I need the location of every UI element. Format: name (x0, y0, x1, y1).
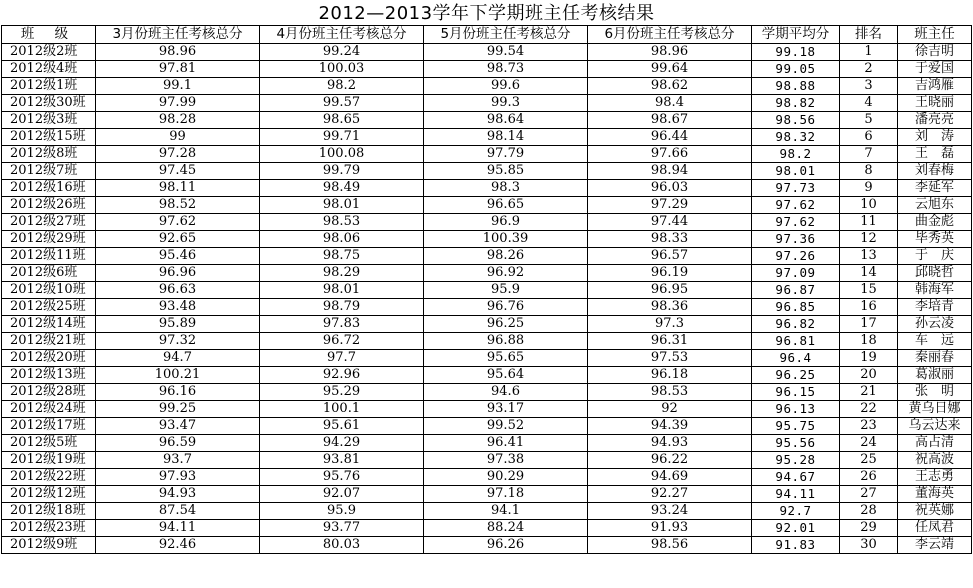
cell-march-score[interactable]: 97.99 (96, 95, 260, 112)
cell-teacher[interactable]: 任凤君 (898, 520, 972, 537)
cell-april-score[interactable]: 98.53 (260, 214, 424, 231)
cell-average[interactable]: 98.01 (752, 163, 840, 180)
table-row (2, 78, 972, 95)
cell-may-score[interactable]: 96.65 (424, 197, 588, 214)
cell-class[interactable]: 2012级29班 (2, 231, 96, 248)
cell-class[interactable]: 2012级25班 (2, 299, 96, 316)
cell-may-score[interactable]: 99.52 (424, 418, 588, 435)
table-row (2, 129, 972, 146)
header-row (2, 26, 972, 44)
cell-march-score[interactable]: 98.52 (96, 197, 260, 214)
cell-class[interactable]: 2012级11班 (2, 248, 96, 265)
cell-april-score[interactable]: 98.06 (260, 231, 424, 248)
cell-april-score[interactable]: 98.75 (260, 248, 424, 265)
cell-class[interactable]: 2012级16班 (2, 180, 96, 197)
cell-teacher[interactable]: 李培青 (898, 299, 972, 316)
header-avg[interactable]: 学期平均分 (752, 26, 840, 44)
cell-march-score[interactable]: 97.81 (96, 61, 260, 78)
cell-rank[interactable]: 18 (840, 333, 898, 350)
cell-april-score[interactable]: 95.61 (260, 418, 424, 435)
cell-average[interactable]: 94.67 (752, 469, 840, 486)
cell-class[interactable]: 2012级12班 (2, 486, 96, 503)
cell-june-score[interactable]: 96.31 (588, 333, 752, 350)
cell-march-score[interactable]: 94.11 (96, 520, 260, 537)
cell-teacher[interactable]: 韩海军 (898, 282, 972, 299)
cell-average[interactable]: 94.11 (752, 486, 840, 503)
cell-june-score[interactable]: 97.53 (588, 350, 752, 367)
header-march[interactable]: 3月份班主任考核总分 (96, 26, 260, 44)
cell-class[interactable]: 2012级8班 (2, 146, 96, 163)
cell-average[interactable]: 92.01 (752, 520, 840, 537)
cell-march-score[interactable]: 98.96 (96, 44, 260, 61)
cell-june-score[interactable]: 96.03 (588, 180, 752, 197)
cell-march-score[interactable]: 95.46 (96, 248, 260, 265)
cell-average[interactable]: 97.73 (752, 180, 840, 197)
cell-june-score[interactable]: 96.95 (588, 282, 752, 299)
cell-may-score[interactable]: 97.38 (424, 452, 588, 469)
cell-march-score[interactable]: 96.59 (96, 435, 260, 452)
cell-june-score[interactable]: 98.36 (588, 299, 752, 316)
cell-april-score[interactable]: 95.29 (260, 384, 424, 401)
cell-rank[interactable]: 25 (840, 452, 898, 469)
cell-march-score[interactable]: 94.7 (96, 350, 260, 367)
cell-april-score[interactable]: 97.7 (260, 350, 424, 367)
cell-class[interactable]: 2012级15班 (2, 129, 96, 146)
cell-class[interactable]: 2012级19班 (2, 452, 96, 469)
cell-june-score[interactable]: 96.18 (588, 367, 752, 384)
cell-april-score[interactable]: 99.24 (260, 44, 424, 61)
table-row (2, 197, 972, 214)
cell-march-score[interactable]: 98.28 (96, 112, 260, 129)
table-row (2, 350, 972, 367)
header-rank[interactable]: 排名 (840, 26, 898, 44)
cell-may-score[interactable]: 96.76 (424, 299, 588, 316)
cell-teacher[interactable]: 葛淑丽 (898, 367, 972, 384)
cell-average[interactable]: 97.62 (752, 214, 840, 231)
cell-average[interactable]: 95.56 (752, 435, 840, 452)
cell-june-score[interactable]: 97.44 (588, 214, 752, 231)
cell-teacher[interactable]: 董海英 (898, 486, 972, 503)
cell-teacher[interactable]: 祝高波 (898, 452, 972, 469)
cell-june-score[interactable]: 91.93 (588, 520, 752, 537)
cell-june-score[interactable]: 92 (588, 401, 752, 418)
table-row (2, 231, 972, 248)
cell-june-score[interactable]: 98.53 (588, 384, 752, 401)
cell-average[interactable]: 95.28 (752, 452, 840, 469)
cell-june-score[interactable]: 98.62 (588, 78, 752, 95)
cell-june-score[interactable]: 96.22 (588, 452, 752, 469)
cell-class[interactable]: 2012级17班 (2, 418, 96, 435)
cell-may-score[interactable]: 99.54 (424, 44, 588, 61)
cell-april-score[interactable]: 98.79 (260, 299, 424, 316)
cell-class[interactable]: 2012级27班 (2, 214, 96, 231)
cell-average[interactable]: 96.15 (752, 384, 840, 401)
cell-average[interactable]: 96.87 (752, 282, 840, 299)
cell-class[interactable]: 2012级23班 (2, 520, 96, 537)
cell-average[interactable]: 98.88 (752, 78, 840, 95)
table-row (2, 282, 972, 299)
table-row (2, 180, 972, 197)
cell-average[interactable]: 99.05 (752, 61, 840, 78)
cell-june-score[interactable]: 94.39 (588, 418, 752, 435)
table-row (2, 435, 972, 452)
table-row (2, 265, 972, 282)
cell-class[interactable]: 2012级3班 (2, 112, 96, 129)
cell-rank[interactable]: 22 (840, 401, 898, 418)
cell-class[interactable]: 2012级4班 (2, 61, 96, 78)
cell-average[interactable]: 95.75 (752, 418, 840, 435)
cell-class[interactable]: 2012级10班 (2, 282, 96, 299)
cell-teacher[interactable]: 李云靖 (898, 537, 972, 554)
cell-average[interactable]: 92.7 (752, 503, 840, 520)
cell-rank[interactable]: 23 (840, 418, 898, 435)
cell-may-score[interactable]: 96.26 (424, 537, 588, 554)
cell-june-score[interactable]: 98.67 (588, 112, 752, 129)
cell-rank[interactable]: 17 (840, 316, 898, 333)
cell-march-score[interactable]: 99 (96, 129, 260, 146)
cell-april-score[interactable]: 100.1 (260, 401, 424, 418)
cell-rank[interactable]: 26 (840, 469, 898, 486)
cell-may-score[interactable]: 95.65 (424, 350, 588, 367)
cell-april-score[interactable]: 92.96 (260, 367, 424, 384)
cell-teacher[interactable]: 于 庆 (898, 248, 972, 265)
cell-rank[interactable]: 8 (840, 163, 898, 180)
cell-rank[interactable]: 15 (840, 282, 898, 299)
cell-rank[interactable]: 2 (840, 61, 898, 78)
cell-april-score[interactable]: 100.03 (260, 61, 424, 78)
cell-may-score[interactable]: 95.64 (424, 367, 588, 384)
cell-march-score[interactable]: 95.89 (96, 316, 260, 333)
cell-june-score[interactable]: 99.64 (588, 61, 752, 78)
cell-teacher[interactable]: 徐吉明 (898, 44, 972, 61)
cell-march-score[interactable]: 92.65 (96, 231, 260, 248)
cell-march-score[interactable]: 93.48 (96, 299, 260, 316)
table-row (2, 44, 972, 61)
cell-april-score[interactable]: 95.9 (260, 503, 424, 520)
table-row (2, 95, 972, 112)
cell-may-score[interactable]: 98.3 (424, 180, 588, 197)
cell-class[interactable]: 2012级6班 (2, 265, 96, 282)
cell-may-score[interactable]: 96.88 (424, 333, 588, 350)
cell-class[interactable]: 2012级28班 (2, 384, 96, 401)
cell-april-score[interactable]: 98.29 (260, 265, 424, 282)
results-table (1, 25, 972, 554)
cell-class[interactable]: 2012级20班 (2, 350, 96, 367)
cell-rank[interactable]: 5 (840, 112, 898, 129)
cell-teacher[interactable]: 王晓丽 (898, 95, 972, 112)
cell-teacher[interactable]: 乌云达来 (898, 418, 972, 435)
cell-teacher[interactable]: 李延军 (898, 180, 972, 197)
table-row (2, 146, 972, 163)
cell-june-score[interactable]: 92.27 (588, 486, 752, 503)
table-row (2, 248, 972, 265)
cell-teacher[interactable]: 邱晓哲 (898, 265, 972, 282)
cell-may-score[interactable]: 98.14 (424, 129, 588, 146)
cell-may-score[interactable]: 98.26 (424, 248, 588, 265)
table-row (2, 299, 972, 316)
cell-class[interactable]: 2012级24班 (2, 401, 96, 418)
cell-teacher[interactable]: 刘春梅 (898, 163, 972, 180)
cell-rank[interactable]: 9 (840, 180, 898, 197)
cell-teacher[interactable]: 王志勇 (898, 469, 972, 486)
cell-june-score[interactable]: 96.19 (588, 265, 752, 282)
cell-march-score[interactable]: 96.96 (96, 265, 260, 282)
table-row (2, 469, 972, 486)
table-row (2, 537, 972, 554)
cell-may-score[interactable]: 94.1 (424, 503, 588, 520)
cell-rank[interactable]: 24 (840, 435, 898, 452)
cell-march-score[interactable]: 100.21 (96, 367, 260, 384)
cell-june-score[interactable]: 98.4 (588, 95, 752, 112)
cell-april-score[interactable]: 100.08 (260, 146, 424, 163)
cell-june-score[interactable]: 98.96 (588, 44, 752, 61)
cell-april-score[interactable]: 97.83 (260, 316, 424, 333)
cell-may-score[interactable]: 97.79 (424, 146, 588, 163)
cell-average[interactable]: 97.26 (752, 248, 840, 265)
cell-june-score[interactable]: 94.69 (588, 469, 752, 486)
cell-rank[interactable]: 28 (840, 503, 898, 520)
cell-march-score[interactable]: 97.62 (96, 214, 260, 231)
cell-march-score[interactable]: 92.46 (96, 537, 260, 554)
cell-teacher[interactable]: 祝英娜 (898, 503, 972, 520)
cell-april-score[interactable]: 98.01 (260, 282, 424, 299)
header-may[interactable]: 5月份班主任考核总分 (424, 26, 588, 44)
cell-class[interactable]: 2012级5班 (2, 435, 96, 452)
cell-may-score[interactable]: 96.9 (424, 214, 588, 231)
table-row (2, 418, 972, 435)
cell-june-score[interactable]: 97.66 (588, 146, 752, 163)
cell-may-score[interactable]: 93.17 (424, 401, 588, 418)
table-row (2, 384, 972, 401)
cell-rank[interactable]: 13 (840, 248, 898, 265)
table-row (2, 452, 972, 469)
table-row (2, 367, 972, 384)
cell-june-score[interactable]: 97.29 (588, 197, 752, 214)
cell-april-score[interactable]: 92.07 (260, 486, 424, 503)
table-row (2, 486, 972, 503)
cell-teacher[interactable]: 张 明 (898, 384, 972, 401)
cell-average[interactable]: 96.4 (752, 350, 840, 367)
cell-rank[interactable]: 7 (840, 146, 898, 163)
cell-april-score[interactable]: 96.72 (260, 333, 424, 350)
cell-rank[interactable]: 10 (840, 197, 898, 214)
table-row (2, 333, 972, 350)
table-row (2, 401, 972, 418)
cell-may-score[interactable]: 96.25 (424, 316, 588, 333)
cell-average[interactable]: 96.25 (752, 367, 840, 384)
cell-class[interactable]: 2012级26班 (2, 197, 96, 214)
cell-march-score[interactable]: 98.11 (96, 180, 260, 197)
cell-april-score[interactable]: 98.49 (260, 180, 424, 197)
cell-average[interactable]: 98.2 (752, 146, 840, 163)
cell-march-score[interactable]: 97.28 (96, 146, 260, 163)
cell-april-score[interactable]: 98.01 (260, 197, 424, 214)
cell-teacher[interactable]: 于爱国 (898, 61, 972, 78)
table-row (2, 214, 972, 231)
table-row (2, 520, 972, 537)
cell-june-score[interactable]: 93.24 (588, 503, 752, 520)
cell-teacher[interactable]: 王 磊 (898, 146, 972, 163)
cell-teacher[interactable]: 黄乌日娜 (898, 401, 972, 418)
cell-teacher[interactable]: 潘亮亮 (898, 112, 972, 129)
cell-teacher[interactable]: 秦丽春 (898, 350, 972, 367)
cell-march-score[interactable]: 99.1 (96, 78, 260, 95)
cell-rank[interactable]: 6 (840, 129, 898, 146)
header-june[interactable]: 6月份班主任考核总分 (588, 26, 752, 44)
cell-may-score[interactable]: 94.6 (424, 384, 588, 401)
cell-april-score[interactable]: 95.76 (260, 469, 424, 486)
cell-april-score[interactable]: 99.79 (260, 163, 424, 180)
cell-class[interactable]: 2012级2班 (2, 44, 96, 61)
cell-rank[interactable]: 11 (840, 214, 898, 231)
cell-may-score[interactable]: 99.6 (424, 78, 588, 95)
cell-rank[interactable]: 4 (840, 95, 898, 112)
cell-teacher[interactable]: 曲金彪 (898, 214, 972, 231)
cell-teacher[interactable]: 孙云凌 (898, 316, 972, 333)
cell-teacher[interactable]: 云旭东 (898, 197, 972, 214)
cell-rank[interactable]: 27 (840, 486, 898, 503)
cell-average[interactable]: 96.81 (752, 333, 840, 350)
cell-march-score[interactable]: 94.93 (96, 486, 260, 503)
cell-teacher[interactable]: 吉鸿雁 (898, 78, 972, 95)
cell-average[interactable]: 96.82 (752, 316, 840, 333)
cell-march-score[interactable]: 97.32 (96, 333, 260, 350)
cell-may-score[interactable]: 90.29 (424, 469, 588, 486)
cell-april-score[interactable]: 99.71 (260, 129, 424, 146)
header-april[interactable]: 4月份班主任考核总分 (260, 26, 424, 44)
cell-may-score[interactable]: 99.3 (424, 95, 588, 112)
cell-average[interactable]: 97.09 (752, 265, 840, 282)
table-row (2, 61, 972, 78)
cell-class[interactable]: 2012级1班 (2, 78, 96, 95)
cell-march-score[interactable]: 93.47 (96, 418, 260, 435)
cell-rank[interactable]: 19 (840, 350, 898, 367)
cell-average[interactable]: 96.85 (752, 299, 840, 316)
table-row (2, 112, 972, 129)
table-body (2, 44, 972, 554)
cell-teacher[interactable]: 车 远 (898, 333, 972, 350)
cell-may-score[interactable]: 96.92 (424, 265, 588, 282)
cell-june-score[interactable]: 98.94 (588, 163, 752, 180)
cell-april-score[interactable]: 93.81 (260, 452, 424, 469)
cell-rank[interactable]: 30 (840, 537, 898, 554)
cell-average[interactable]: 99.18 (752, 44, 840, 61)
cell-march-score[interactable]: 97.45 (96, 163, 260, 180)
cell-rank[interactable]: 29 (840, 520, 898, 537)
cell-average[interactable]: 98.82 (752, 95, 840, 112)
cell-class[interactable]: 2012级21班 (2, 333, 96, 350)
cell-average[interactable]: 98.32 (752, 129, 840, 146)
cell-rank[interactable]: 20 (840, 367, 898, 384)
table-row (2, 316, 972, 333)
cell-average[interactable]: 96.13 (752, 401, 840, 418)
cell-teacher[interactable]: 高占清 (898, 435, 972, 452)
cell-april-score[interactable]: 98.65 (260, 112, 424, 129)
cell-average[interactable]: 91.83 (752, 537, 840, 554)
sheet-title: 2012—2013学年下学期班主任考核结果 (318, 3, 655, 24)
cell-teacher[interactable]: 毕秀英 (898, 231, 972, 248)
cell-march-score[interactable]: 96.16 (96, 384, 260, 401)
table-row (2, 503, 972, 520)
cell-june-score[interactable]: 96.57 (588, 248, 752, 265)
cell-class[interactable]: 2012级13班 (2, 367, 96, 384)
cell-class[interactable]: 2012级7班 (2, 163, 96, 180)
cell-class[interactable]: 2012级9班 (2, 537, 96, 554)
cell-average[interactable]: 97.62 (752, 197, 840, 214)
cell-june-score[interactable]: 94.93 (588, 435, 752, 452)
cell-march-score[interactable]: 87.54 (96, 503, 260, 520)
cell-april-score[interactable]: 94.29 (260, 435, 424, 452)
cell-may-score[interactable]: 97.18 (424, 486, 588, 503)
cell-june-score[interactable]: 98.56 (588, 537, 752, 554)
cell-may-score[interactable]: 98.73 (424, 61, 588, 78)
cell-rank[interactable]: 14 (840, 265, 898, 282)
cell-may-score[interactable]: 95.9 (424, 282, 588, 299)
header-class[interactable]: 班 级 (2, 26, 96, 44)
cell-rank[interactable]: 12 (840, 231, 898, 248)
cell-class[interactable]: 2012级22班 (2, 469, 96, 486)
cell-rank[interactable]: 3 (840, 78, 898, 95)
cell-june-score[interactable]: 97.3 (588, 316, 752, 333)
cell-rank[interactable]: 1 (840, 44, 898, 61)
cell-march-score[interactable]: 99.25 (96, 401, 260, 418)
cell-class[interactable]: 2012级18班 (2, 503, 96, 520)
cell-rank[interactable]: 16 (840, 299, 898, 316)
cell-march-score[interactable]: 97.93 (96, 469, 260, 486)
cell-march-score[interactable]: 96.63 (96, 282, 260, 299)
cell-april-score[interactable]: 93.77 (260, 520, 424, 537)
cell-may-score[interactable]: 88.24 (424, 520, 588, 537)
cell-may-score[interactable]: 98.64 (424, 112, 588, 129)
cell-june-score[interactable]: 96.44 (588, 129, 752, 146)
cell-april-score[interactable]: 98.2 (260, 78, 424, 95)
cell-class[interactable]: 2012级14班 (2, 316, 96, 333)
cell-april-score[interactable]: 99.57 (260, 95, 424, 112)
cell-average[interactable]: 98.56 (752, 112, 840, 129)
cell-june-score[interactable]: 98.33 (588, 231, 752, 248)
cell-march-score[interactable]: 93.7 (96, 452, 260, 469)
cell-may-score[interactable]: 100.39 (424, 231, 588, 248)
cell-teacher[interactable]: 刘 涛 (898, 129, 972, 146)
header-teacher[interactable]: 班主任 (898, 26, 972, 44)
cell-average[interactable]: 97.36 (752, 231, 840, 248)
cell-class[interactable]: 2012级30班 (2, 95, 96, 112)
cell-may-score[interactable]: 95.85 (424, 163, 588, 180)
table-row (2, 163, 972, 180)
cell-may-score[interactable]: 96.41 (424, 435, 588, 452)
cell-rank[interactable]: 21 (840, 384, 898, 401)
cell-april-score[interactable]: 80.03 (260, 537, 424, 554)
